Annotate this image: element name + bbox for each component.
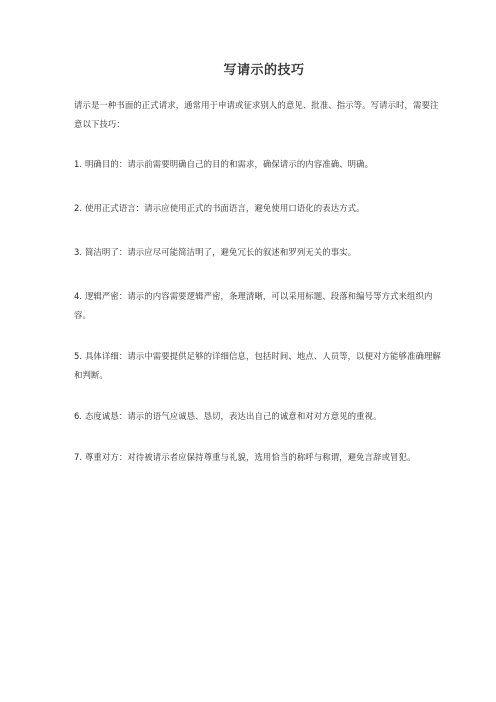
document-title: 写请示的技巧 (223, 63, 305, 78)
tip-item-5: 5. 具体详细：请示中需要提供足够的详细信息，包括时间、地点、人员等，以便对方能够准确理解和判断。 (74, 351, 441, 380)
tip-item-6: 6. 态度诚恳：请示的语气应诚恳、恳切，表达出自己的诚意和对对方意见的重视。 (74, 411, 382, 421)
intro-paragraph: 请示是一种书面的正式请求，通常用于申请或征求别人的意见、批准、指示等。写请示时，需要注意以下技巧： (74, 100, 439, 129)
tip-item-3: 3. 简洁明了：请示应尽可能简洁明了，避免冗长的叙述和罗列无关的事实。 (74, 247, 357, 257)
tip-item-4: 4. 逻辑严密：请示的内容需要逻辑严密，条理清晰，可以采用标题、段落和编号等方式来组织内容。 (74, 291, 433, 320)
tip-item-7: 7. 尊重对方：对待被请示者应保持尊重与礼貌，选用恰当的称呼与称谓，避免言辞或冒犯。 (74, 452, 416, 462)
tip-item-2: 2. 使用正式语言：请示应使用正式的书面语言，避免使用口语化的表达方式。 (74, 203, 365, 213)
tip-item-1: 1. 明确目的：请示前需要明确自己的目的和需求，确保请示的内容准确、明确。 (74, 159, 374, 169)
